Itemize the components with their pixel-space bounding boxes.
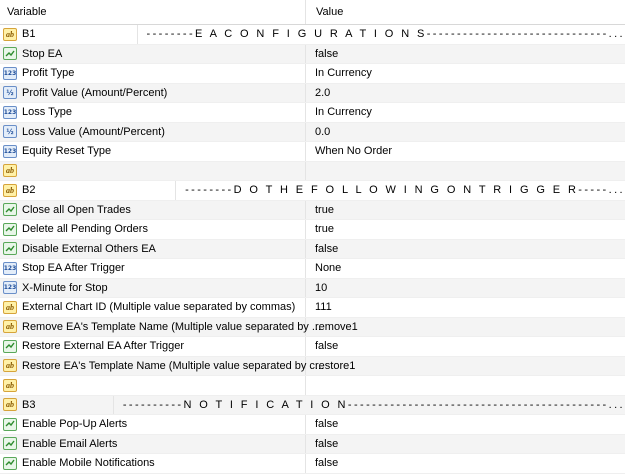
variable-cell[interactable] xyxy=(0,123,306,142)
param-value: remove1 xyxy=(315,320,358,333)
param-row[interactable] xyxy=(0,123,625,143)
value-cell[interactable] xyxy=(306,318,625,337)
variable-cell[interactable] xyxy=(0,259,306,278)
value-cell[interactable] xyxy=(306,337,625,356)
variable-name: Profit Value (Amount/Percent) xyxy=(22,86,168,99)
value-cell[interactable] xyxy=(306,64,625,83)
param-value: When No Order xyxy=(315,145,393,158)
string-param-icon: ab xyxy=(3,28,17,41)
variable-name: Enable Mobile Notifications xyxy=(22,457,155,470)
variable-cell[interactable] xyxy=(0,396,114,415)
value-cell[interactable] xyxy=(306,240,625,259)
variable-name: B1 xyxy=(22,28,36,41)
value-cell[interactable] xyxy=(306,84,625,103)
integer-param-icon: 123 xyxy=(3,145,17,158)
param-row[interactable] xyxy=(0,415,625,435)
variable-name: Disable External Others EA xyxy=(22,242,156,255)
param-value: true xyxy=(315,203,334,216)
param-value: restore1 xyxy=(315,359,356,372)
variable-name: Stop EA After Trigger xyxy=(22,262,125,275)
string-param-icon: ab xyxy=(3,398,17,411)
variable-cell[interactable] xyxy=(0,454,306,473)
param-row[interactable] xyxy=(0,220,625,240)
bool-param-icon xyxy=(3,437,17,450)
value-cell[interactable] xyxy=(306,279,625,298)
value-cell[interactable] xyxy=(306,376,625,395)
value-cell[interactable] xyxy=(306,259,625,278)
variable-cell[interactable] xyxy=(0,279,306,298)
param-row[interactable] xyxy=(0,454,625,474)
string-param-icon: ab xyxy=(3,301,17,314)
variable-cell[interactable] xyxy=(0,220,306,239)
section-separator-value: --------E A C O N F I G U R A T I O N S------------------------------... xyxy=(146,28,625,41)
value-cell[interactable] xyxy=(138,25,625,44)
param-row[interactable] xyxy=(0,318,625,338)
variable-cell[interactable] xyxy=(0,45,306,64)
param-value: None xyxy=(315,262,342,275)
variable-cell[interactable] xyxy=(0,337,306,356)
double-param-icon: ½ xyxy=(3,125,17,138)
value-cell[interactable] xyxy=(306,142,625,161)
param-row[interactable] xyxy=(0,337,625,357)
variable-name: Enable Pop-Up Alerts xyxy=(22,418,128,431)
param-value: 2.0 xyxy=(315,86,331,99)
value-column-header[interactable]: Value xyxy=(316,6,344,18)
param-row[interactable] xyxy=(0,298,625,318)
value-cell[interactable] xyxy=(306,298,625,317)
variable-cell[interactable] xyxy=(0,142,306,161)
grid-header xyxy=(0,0,625,25)
value-cell[interactable] xyxy=(306,45,625,64)
section-separator-value: ----------N O T I F I C A T I O N-------------------------------------------... xyxy=(122,398,625,411)
bool-param-icon xyxy=(3,203,17,216)
param-row[interactable] xyxy=(0,64,625,84)
grid-rows xyxy=(0,25,625,474)
variable-cell[interactable] xyxy=(0,298,306,317)
param-row[interactable] xyxy=(0,162,625,182)
param-value: false xyxy=(315,242,339,255)
value-cell[interactable] xyxy=(306,220,625,239)
param-row[interactable] xyxy=(0,435,625,455)
variable-cell[interactable] xyxy=(0,25,138,44)
value-cell[interactable] xyxy=(306,201,625,220)
param-row[interactable] xyxy=(0,25,625,45)
variable-cell[interactable] xyxy=(0,201,306,220)
string-param-icon: ab xyxy=(3,379,17,392)
param-value: In Currency xyxy=(315,67,372,80)
integer-param-icon: 123 xyxy=(3,262,17,275)
param-value: 10 xyxy=(315,281,328,294)
param-row[interactable] xyxy=(0,357,625,377)
section-separator-value: --------D O T H E F O L L O W I N G O N T R I G G E R-----... xyxy=(185,184,625,197)
variable-name: Stop EA xyxy=(22,47,63,60)
double-param-icon: ½ xyxy=(3,86,17,99)
variable-name: B2 xyxy=(22,184,36,197)
param-row[interactable] xyxy=(0,259,625,279)
variable-cell[interactable] xyxy=(0,376,306,395)
value-cell[interactable] xyxy=(306,415,625,434)
integer-param-icon: 123 xyxy=(3,281,17,294)
param-value: false xyxy=(315,47,339,60)
integer-param-icon: 123 xyxy=(3,67,17,80)
variable-name: B3 xyxy=(22,398,36,411)
param-value: false xyxy=(315,418,339,431)
variable-name: Restore External EA After Trigger xyxy=(22,340,185,353)
param-value: false xyxy=(315,437,339,450)
string-param-icon: ab xyxy=(3,359,17,372)
bool-param-icon xyxy=(3,223,17,236)
variable-cell[interactable] xyxy=(0,162,306,181)
variable-column-header[interactable]: Variable xyxy=(0,0,306,24)
param-row[interactable] xyxy=(0,103,625,123)
string-param-icon: ab xyxy=(3,164,17,177)
param-row[interactable] xyxy=(0,279,625,299)
variable-cell[interactable] xyxy=(0,240,306,259)
value-cell[interactable] xyxy=(176,181,625,200)
param-value: 111 xyxy=(315,301,332,314)
variable-name: Remove EA's Template Name (Multiple value separated by ... xyxy=(22,320,322,333)
param-row[interactable] xyxy=(0,201,625,221)
param-row[interactable] xyxy=(0,142,625,162)
variable-cell[interactable] xyxy=(0,357,325,376)
value-cell[interactable] xyxy=(306,123,625,142)
bool-param-icon xyxy=(3,418,17,431)
variable-name: Close all Open Trades xyxy=(22,203,131,216)
variable-cell[interactable] xyxy=(0,84,306,103)
param-row[interactable] xyxy=(0,240,625,260)
variable-name: Loss Value (Amount/Percent) xyxy=(22,125,165,138)
param-row[interactable] xyxy=(0,376,625,396)
variable-cell[interactable] xyxy=(0,318,322,337)
variable-cell[interactable] xyxy=(0,64,306,83)
value-cell[interactable] xyxy=(306,103,625,122)
variable-cell[interactable] xyxy=(0,181,176,200)
param-value: false xyxy=(315,457,339,470)
variable-name: X-Minute for Stop xyxy=(22,281,108,294)
integer-param-icon: 123 xyxy=(3,106,17,119)
param-value: In Currency xyxy=(315,106,372,119)
param-row[interactable] xyxy=(0,84,625,104)
value-cell[interactable] xyxy=(306,357,625,376)
bool-param-icon xyxy=(3,340,17,353)
string-param-icon: ab xyxy=(3,184,17,197)
variable-cell[interactable] xyxy=(0,103,306,122)
value-cell[interactable] xyxy=(306,435,625,454)
variable-name: Enable Email Alerts xyxy=(22,437,118,450)
variable-name: Equity Reset Type xyxy=(22,145,112,158)
bool-param-icon xyxy=(3,457,17,470)
variable-name: External Chart ID (Multiple value separated by commas) xyxy=(22,301,296,314)
variable-cell[interactable] xyxy=(0,435,306,454)
param-value: 0.0 xyxy=(315,125,331,138)
value-cell[interactable] xyxy=(306,162,625,181)
string-param-icon: ab xyxy=(3,320,17,333)
bool-param-icon xyxy=(3,47,17,60)
variable-name: Loss Type xyxy=(22,106,72,119)
param-value: false xyxy=(315,340,339,353)
variable-cell[interactable] xyxy=(0,415,306,434)
value-cell[interactable] xyxy=(306,454,625,473)
bool-param-icon xyxy=(3,242,17,255)
param-row[interactable] xyxy=(0,181,625,201)
variable-name: Delete all Pending Orders xyxy=(22,223,148,236)
param-row[interactable] xyxy=(0,45,625,65)
param-value: true xyxy=(315,223,334,236)
variable-name: Profit Type xyxy=(22,67,75,80)
value-cell[interactable] xyxy=(114,396,625,415)
variable-name: Restore EA's Template Name (Multiple value separated by c... xyxy=(22,359,325,372)
param-row[interactable] xyxy=(0,396,625,416)
